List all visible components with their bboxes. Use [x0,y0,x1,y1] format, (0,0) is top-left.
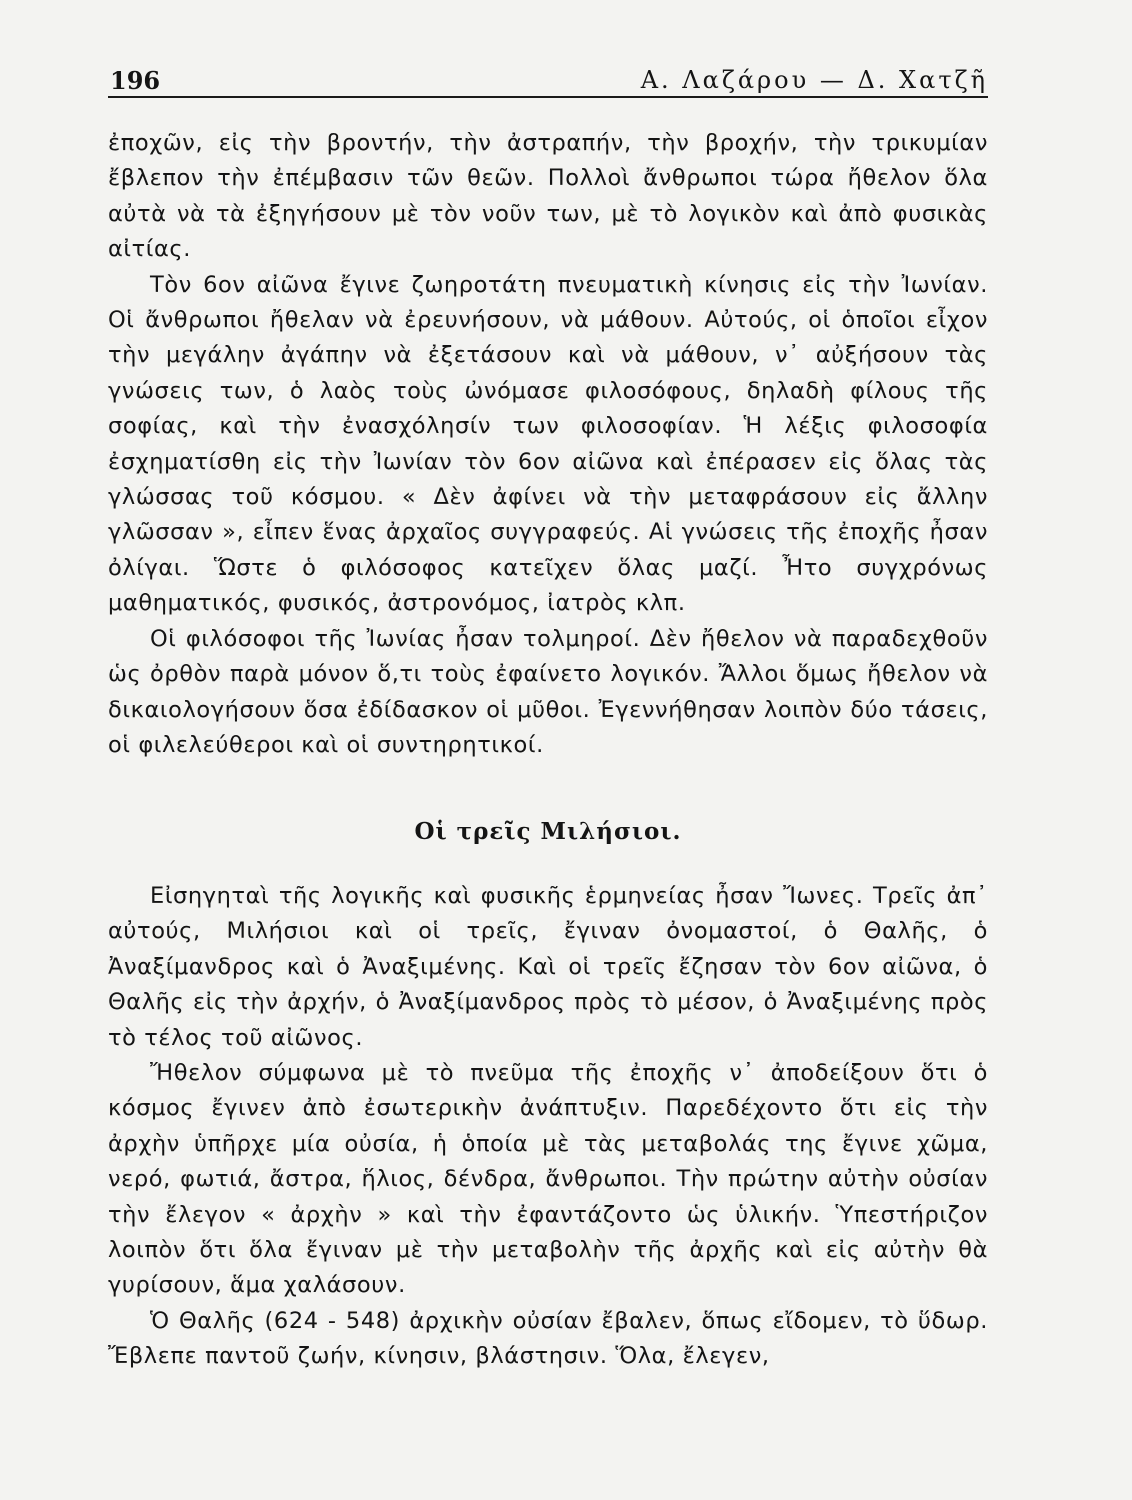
text-section-intro [108,126,988,763]
paragraph: Τὸν 6ον αἰῶνα ἔγινε ζωηροτάτη πνευματικὴ κίνησις εἰς τὴν Ἰωνίαν. Οἱ ἄνθρωποι ἤθελαν νὰ ἐρευνήσουν, νὰ μάθουν. Αὐτούς, οἱ ὁποῖοι εἶχον τὴν μεγάλην ἀγάπην νὰ ἐξετάσουν καὶ νὰ μάθουν, ν᾽ αὐξήσουν τὰς γνώσεις των, ὁ λαὸς τοὺς ὠνόμασε φιλοσόφους, δηλαδὴ φίλους τῆς σοφίας, καὶ τὴν ἐνασχόλησίν των φιλοσοφίαν. Ἡ λέξις φιλοσοφία ἐσχηματίσθη εἰς τὴν Ἰωνίαν τὸν 6ον αἰῶνα καὶ ἐπέρασεν εἰς ὅλας τὰς γλώσσας τοῦ κόσμου. « Δὲν ἀφίνει νὰ τὴν μεταφράσουν εἰς ἄλλην γλῶσσαν », εἶπεν ἕνας ἀρχαῖος συγγραφεύς. Αἱ γνώσεις τῆς ἐποχῆς ἦσαν ὀλίγαι. Ὥστε ὁ φιλόσοφος κατεῖχεν ὅλας μαζί. Ἦτο συγχρόνως μαθηματικός, φυσικός, ἀστρονόμος, ἰατρὸς κλπ. [108,271,988,617]
page-header [108,66,988,98]
section-heading: Οἱ τρεῖς Μιλήσιοι. [414,818,682,845]
paragraph: Ἤθελον σύμφωνα μὲ τὸ πνεῦμα τῆς ἐποχῆς ν᾽ ἀποδείξουν ὅτι ὁ κόσμος ἔγινεν ἀπὸ ἐσωτερικὴν ἀνάπτυξιν. Παρεδέχοντο ὅτι εἰς τὴν ἀρχὴν ὑπῆρχε μία οὐσία, ἡ ὁποία μὲ τὰς μεταβολάς της ἔγινε χῶμα, νερό, φωτιά, ἄστρα, ἥλιος, δένδρα, ἄνθρωποι. Τὴν πρώτην αὐτὴν οὐσίαν τὴν ἔλεγον « ἀρχὴν » καὶ τὴν ἐφαντάζοντο ὡς ὑλικήν. Ὑπεστήριζον λοιπὸν ὅτι ὅλα ἔγιναν μὲ τὴν μεταβολὴν τῆς ἀρχῆς καὶ εἰς αὐτὴν θὰ γυρίσουν, ἅμα χαλάσουν. [108,1060,988,1299]
paragraph: Ὁ Θαλῆς (624 - 548) ἀρχικὴν οὐσίαν ἔβαλεν, ὅπως εἴδομεν, τὸ ὕδωρ. Ἔβλεπε παντοῦ ζωήν, κίνησιν, βλάστησιν. Ὅλα, ἔλεγεν, [108,1307,988,1370]
running-head: Α. Λαζάρου — Δ. Χατζῆ [640,66,988,94]
paragraph: Οἱ φιλόσοφοι τῆς Ἰωνίας ἦσαν τολμηροί. Δὲν ἤθελον νὰ παραδεχθοῦν ὡς ὀρθὸν παρὰ μόνον ὅ,τι τοὺς ἐφαίνετο λογικόν. Ἄλλοι ὅμως ἤθελον νὰ δικαιολογήσουν ὅσα ἐδίδασκον οἱ μῦθοι. Ἐγεννήθησαν λοιπὸν δύο τάσεις, οἱ φιλελεύθεροι καὶ οἱ συντηρητικοί. [108,625,988,758]
paragraph: ἐποχῶν, εἰς τὴν βροντήν, τὴν ἀστραπήν, τὴν βροχήν, τὴν τρικυμίαν ἔβλεπον τὴν ἐπέμβασιν τῶν θεῶν. Πολλοὶ ἄνθρωποι τώρα ἤθελον ὅλα αὐτὰ νὰ τὰ ἐξηγήσουν μὲ τὸν νοῦν των, μὲ τὸ λογικὸν καὶ ἀπὸ φυσικὰς αἰτίας. [108,130,988,263]
paragraph: Εἰσηγηταὶ τῆς λογικῆς καὶ φυσικῆς ἑρμηνείας ἦσαν Ἴωνες. Τρεῖς ἀπ᾽ αὐτούς, Μιλήσιοι καὶ οἱ τρεῖς, ἔγιναν ὀνομαστοί, ὁ Θαλῆς, ὁ Ἀναξίμανδρος καὶ ὁ Ἀναξιμένης. Καὶ οἱ τρεῖς ἔζησαν τὸν 6ον αἰῶνα, ὁ Θαλῆς εἰς τὴν ἀρχήν, ὁ Ἀναξίμανδρος πρὸς τὸ μέσον, ὁ Ἀναξιμένης πρὸς τὸ τέλος τοῦ αἰῶνος. [108,883,988,1051]
page-number: 196 [110,66,161,95]
text-section-milesians [108,879,988,1375]
